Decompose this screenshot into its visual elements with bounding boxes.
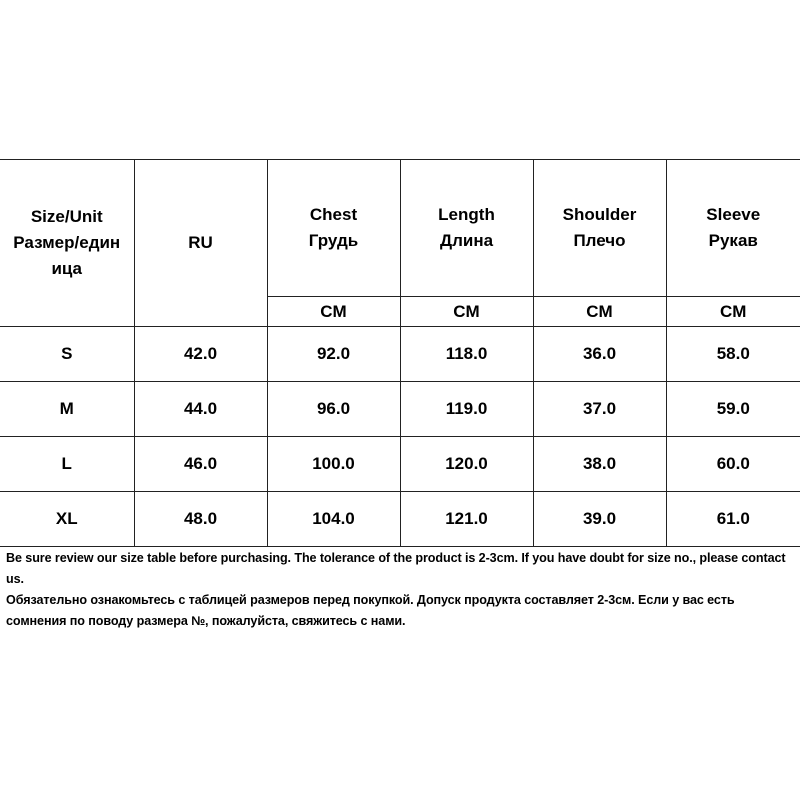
size-cell: XL: [0, 492, 134, 547]
table-row-l: [0, 437, 800, 492]
unit-chest: CM: [267, 297, 400, 327]
table-row-xl: [0, 492, 800, 547]
unit-shoulder: CM: [533, 297, 666, 327]
shoulder-cell: 36.0: [533, 327, 666, 382]
header-size-unit-ru-cont: ица: [51, 259, 83, 278]
size-cell: L: [0, 437, 134, 492]
table-row-s: [0, 327, 800, 382]
header-sleeve-en: Sleeve: [706, 205, 761, 224]
ru-cell: 44.0: [134, 382, 267, 437]
length-cell: 120.0: [400, 437, 533, 492]
sleeve-cell: 61.0: [666, 492, 800, 547]
header-ru: [134, 160, 267, 327]
size-notes: [6, 548, 798, 632]
sleeve-cell: 60.0: [666, 437, 800, 492]
chest-cell: 104.0: [267, 492, 400, 547]
header-sleeve-ru: Рукав: [708, 231, 758, 250]
shoulder-cell: 38.0: [533, 437, 666, 492]
header-shoulder-en: Shoulder: [562, 205, 637, 224]
sleeve-cell: 59.0: [666, 382, 800, 437]
length-cell: 121.0: [400, 492, 533, 547]
header-row: [0, 160, 800, 297]
shoulder-cell: 39.0: [533, 492, 666, 547]
shoulder-cell: 37.0: [533, 382, 666, 437]
header-ru-label: RU: [188, 233, 213, 252]
header-shoulder-ru: Плечо: [573, 231, 626, 250]
size-cell: M: [0, 382, 134, 437]
size-table: [0, 159, 800, 547]
ru-cell: 46.0: [134, 437, 267, 492]
header-sleeve: [666, 160, 800, 297]
table-row-m: [0, 382, 800, 437]
header-chest: [267, 160, 400, 297]
chest-cell: 92.0: [267, 327, 400, 382]
unit-length: CM: [400, 297, 533, 327]
ru-cell: 42.0: [134, 327, 267, 382]
ru-cell: 48.0: [134, 492, 267, 547]
header-size-unit-ru: Размер/един: [13, 233, 121, 252]
header-length: [400, 160, 533, 297]
note-russian: Обязательно ознакомьтесь с таблицей размеров перед покупкой. Допуск продукта составляет 2-3см. Если у вас есть сомнения по поводу размера №, пожалуйста, свяжитесь с нами.: [6, 593, 735, 628]
header-length-ru: Длина: [439, 231, 494, 250]
size-cell: S: [0, 327, 134, 382]
chest-cell: 96.0: [267, 382, 400, 437]
header-shoulder: [533, 160, 666, 297]
chest-cell: 100.0: [267, 437, 400, 492]
length-cell: 118.0: [400, 327, 533, 382]
header-chest-ru: Грудь: [308, 231, 359, 250]
sleeve-cell: 58.0: [666, 327, 800, 382]
header-chest-en: Chest: [309, 205, 358, 224]
header-size-unit-en: Size/Unit: [30, 207, 103, 226]
unit-sleeve: CM: [666, 297, 800, 327]
header-size-unit: [0, 160, 134, 327]
header-length-en: Length: [438, 205, 495, 224]
note-english: Be sure review our size table before purchasing. The tolerance of the product is 2-3cm. If you have doubt for size no., please contact us.: [6, 551, 786, 586]
length-cell: 119.0: [400, 382, 533, 437]
